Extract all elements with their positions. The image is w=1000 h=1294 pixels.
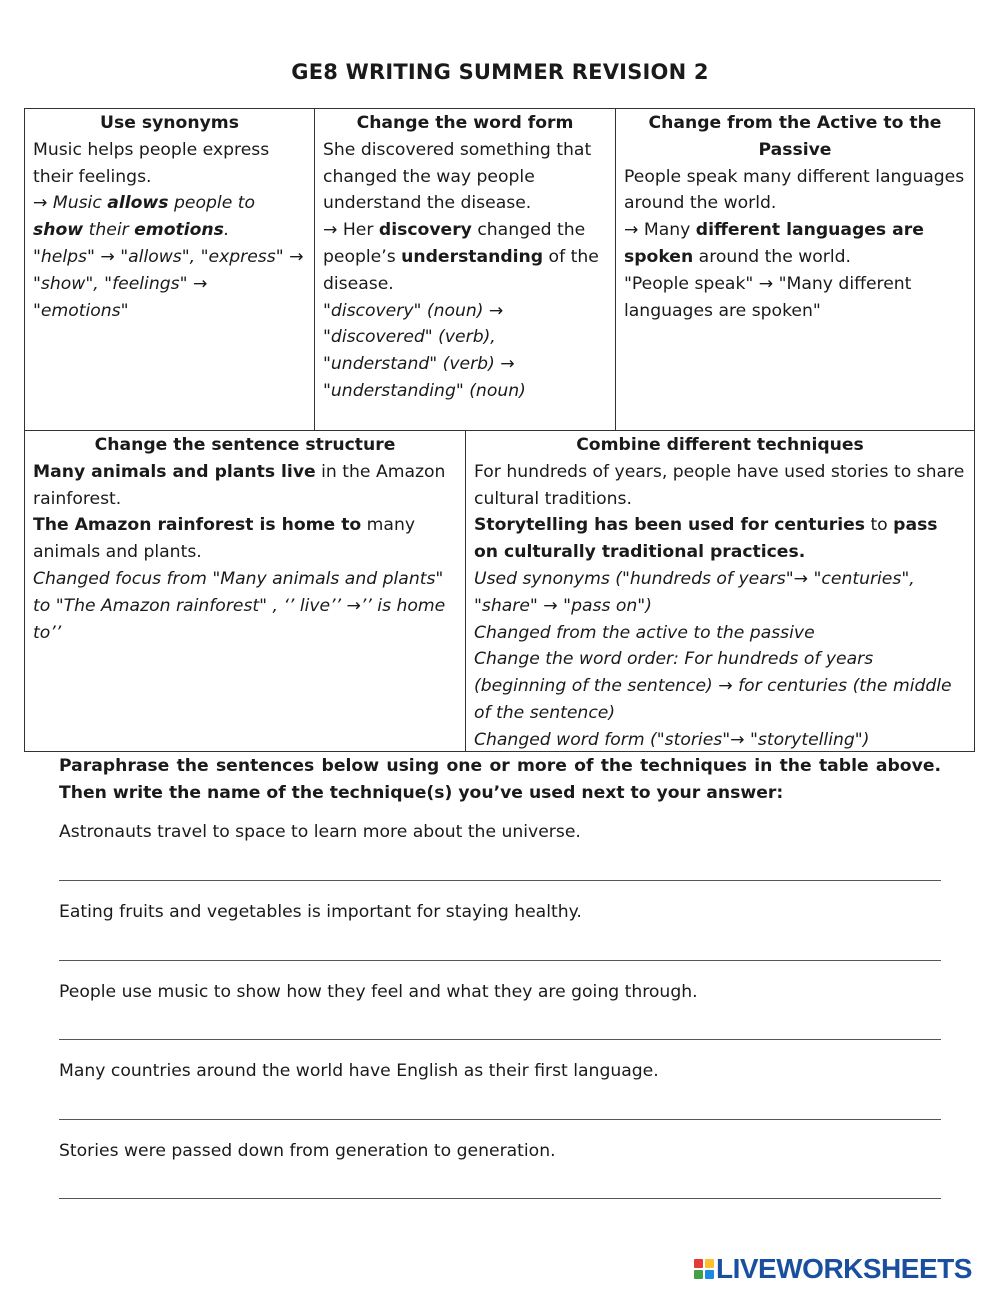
question-5: Stories were passed down from generation to generation.: [59, 1141, 556, 1161]
logo-square: [694, 1270, 703, 1279]
explanation-note: Change the word order: For hundreds of years (beginning of the sentence) → for centuries (the middle of the sentence): [474, 649, 952, 723]
logo-square: [694, 1259, 703, 1268]
answer-line-1[interactable]: [59, 880, 941, 881]
paraphrased-sentence: → Many different languages are spoken around the world.: [624, 220, 924, 267]
original-sentence: She discovered something that changed the way people understand the disease.: [323, 139, 592, 214]
original-sentence: Music helps people express their feelings.: [33, 139, 270, 187]
logo-square: [705, 1259, 714, 1268]
question-2: Eating fruits and vegetables is important for staying healthy.: [59, 902, 582, 922]
technique-heading: Change from the Active to the Passive: [648, 113, 942, 160]
technique-structure-cell: [24, 430, 466, 752]
answer-line-5[interactable]: [59, 1198, 941, 1199]
answer-line-3[interactable]: [59, 1039, 941, 1040]
original-sentence: For hundreds of years, people have used stories to share cultural traditions.: [474, 461, 965, 509]
paraphrased-sentence: Storytelling has been used for centuries to pass on culturally traditional practices.: [474, 515, 938, 563]
technique-passive-cell: [615, 108, 975, 431]
explanation-note: Used synonyms ("hundreds of years"→ "centuries", "share" → "pass on"): [474, 568, 915, 616]
original-sentence: People speak many different languages around the world.: [624, 166, 965, 214]
original-sentence: Many animals and plants live in the Amazon rainforest.: [33, 461, 446, 509]
explanation-note: Changed from the active to the passive: [474, 622, 815, 643]
question-4: Many countries around the world have English as their first language.: [59, 1061, 659, 1081]
question-1: Astronauts travel to space to learn more about the universe.: [59, 822, 581, 842]
explanation-note: Changed focus from "Many animals and plants" to "The Amazon rainforest" , ‘’ live’’ →’’ is home to’’: [33, 568, 446, 643]
explanation-note: "discovery" (noun) → "discovered" (verb), "understand" (verb) → "understanding" (noun): [323, 300, 526, 401]
answer-line-2[interactable]: [59, 960, 941, 961]
technique-heading: Change the sentence structure: [94, 435, 396, 455]
technique-heading: Change the word form: [356, 113, 574, 133]
page-title: GE8 WRITING SUMMER REVISION 2: [291, 60, 709, 84]
logo-square: [705, 1270, 714, 1279]
explanation-note: "People speak" → "Many different languages are spoken": [624, 273, 912, 321]
paraphrased-sentence: → Her discovery changed the people’s understanding of the disease.: [323, 220, 599, 294]
technique-synonyms-cell: [24, 108, 315, 431]
logo-mark-icon: [694, 1259, 714, 1279]
paraphrased-sentence: → Music allows people to show their emotions.: [33, 193, 255, 241]
technique-heading: Use synonyms: [100, 113, 239, 133]
paraphrased-sentence: The Amazon rainforest is home to many animals and plants.: [33, 515, 416, 563]
answer-line-4[interactable]: [59, 1119, 941, 1120]
instructions: Paraphrase the sentences below using one or more of the techniques in the table above. Then write the name of the technique(s) you’ve used next to your answer:: [59, 756, 941, 803]
explanation-note: "helps" → "allows", "express" → "show", "feelings" → "emotions": [33, 246, 304, 321]
technique-word-form-cell: [314, 108, 616, 431]
liveworksheets-logo: [694, 1254, 972, 1284]
technique-combine-cell: [465, 430, 975, 752]
technique-heading: Combine different techniques: [576, 435, 864, 455]
logo-text: LIVEWORKSHEETS: [716, 1253, 972, 1284]
question-3: People use music to show how they feel and what they are going through.: [59, 982, 698, 1002]
explanation-note: Changed word form ("stories"→ "storytelling"): [474, 729, 870, 750]
